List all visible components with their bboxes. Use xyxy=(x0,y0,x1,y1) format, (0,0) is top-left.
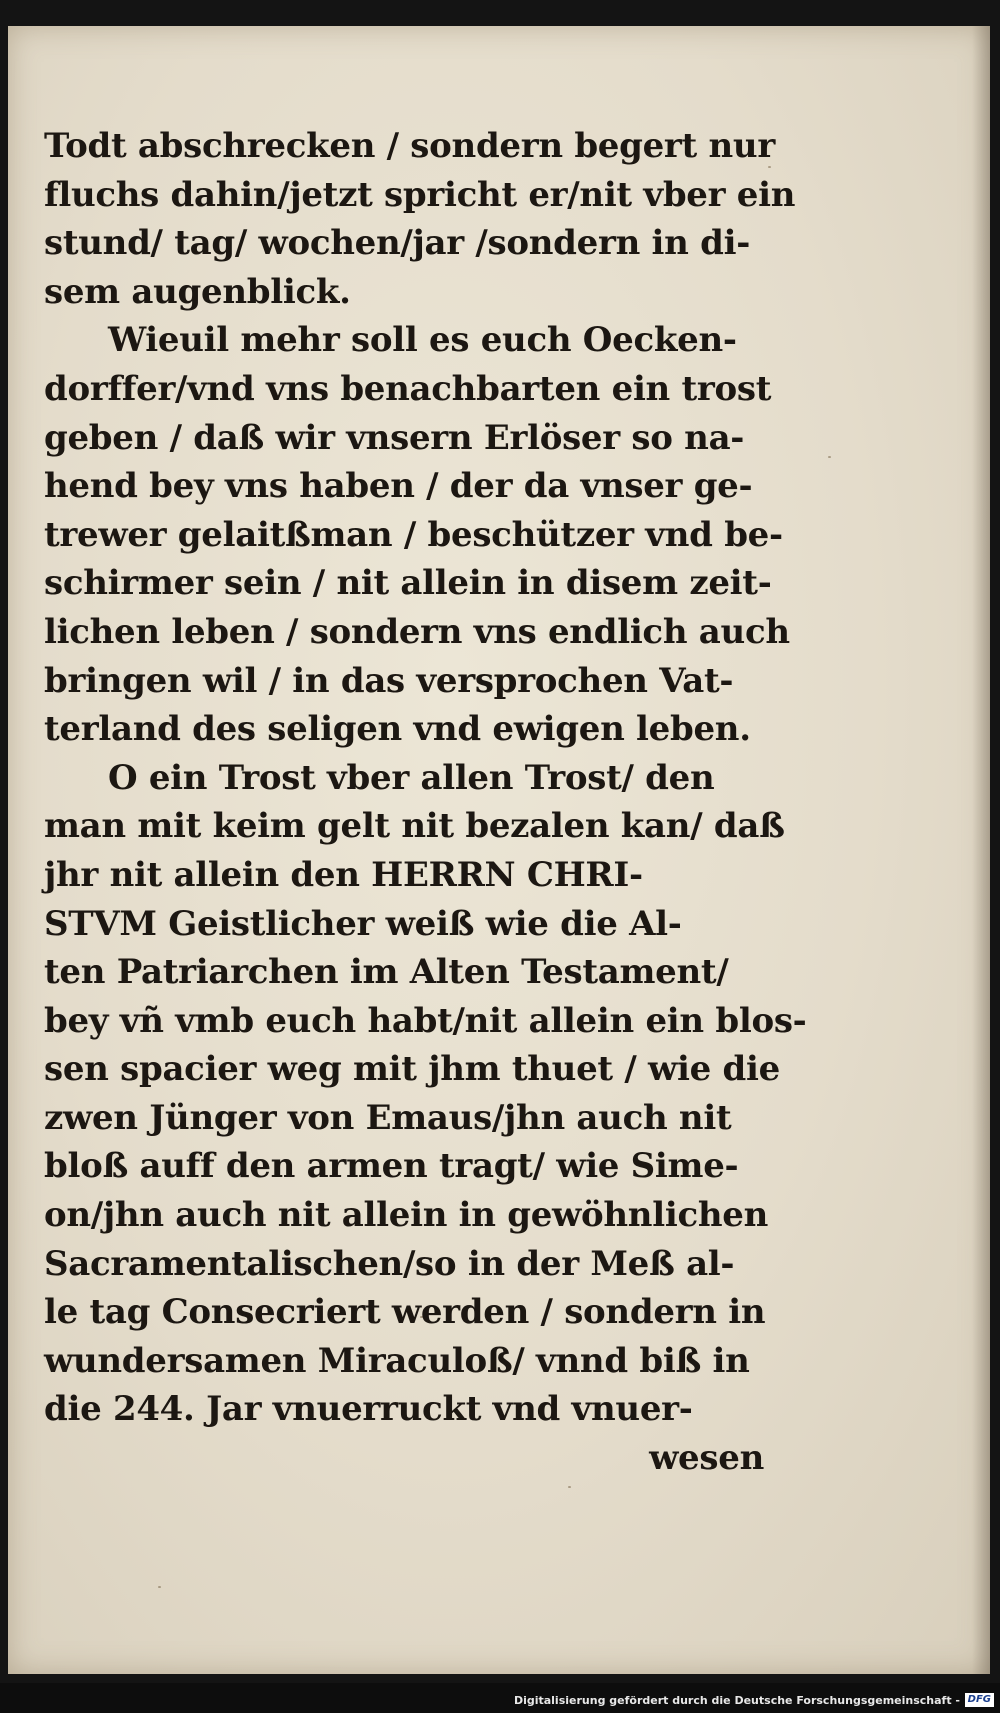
text-line: Wieuil mehr soll es euch Oecken- xyxy=(108,320,737,361)
funding-credit: Digitalisierung gefördert durch die Deutsche Forschungsgemeinschaft - xyxy=(513,1694,960,1707)
text-line: die 244. Jar vnuerruckt vnd vnuer- xyxy=(44,1389,693,1430)
dfg-logo: DFG xyxy=(965,1693,994,1707)
text-line: sem augenblick. xyxy=(44,271,351,312)
digitization-footer xyxy=(0,1683,1000,1713)
book-page xyxy=(8,26,990,1674)
text-line: O ein Trost vber allen Trost/ den xyxy=(108,757,715,798)
text-line: wundersamen Miraculoß/ vnnd biß in xyxy=(44,1340,750,1381)
text-line: sen spacier weg mit jhm thuet / wie die xyxy=(44,1049,780,1090)
text-line: zwen Jünger von Emaus/jhn auch nit xyxy=(44,1097,732,1138)
text-line: STVM Geistlicher weiß wie die Al- xyxy=(44,903,682,944)
catchword: wesen xyxy=(649,1438,764,1479)
text-line: fluchs dahin/jetzt spricht er/nit vber ein xyxy=(44,174,796,215)
text-line: dorffer/vnd vns benachbarten ein trost xyxy=(44,368,772,409)
text-line: geben / daß wir vnsern Erlöser so na- xyxy=(44,417,745,458)
text-line: jhr nit allein den HERRN CHRI- xyxy=(44,854,643,895)
text-line: bloß auff den armen tragt/ wie Sime- xyxy=(44,1146,739,1187)
text-line: stund/ tag/ wochen/jar /sondern in di- xyxy=(44,223,751,264)
text-line: man mit keim gelt nit bezalen kan/ daß xyxy=(44,806,785,847)
text-line: Todt abschrecken / sondern begert nur xyxy=(44,126,775,166)
text-line: bringen wil / in das versprochen Vat- xyxy=(44,660,734,701)
text-line: terland des seligen vnd ewigen leben. xyxy=(44,709,751,750)
page-edge-shadow xyxy=(972,26,990,1674)
printed-text-block xyxy=(44,122,807,1483)
text-line: le tag Consecriert werden / sondern in xyxy=(44,1292,766,1333)
text-line: hend bey vns haben / der da vnser ge- xyxy=(44,466,753,507)
text-line: bey vñ vmb euch habt/nit allein ein blos- xyxy=(44,1000,807,1041)
text-line: trewer gelaitßman / beschützer vnd be- xyxy=(44,514,783,555)
text-line: lichen leben / sondern vns endlich auch xyxy=(44,611,790,652)
paper-speck xyxy=(828,456,831,458)
paper-speck xyxy=(768,166,771,168)
text-line: ten Patriarchen im Alten Testament/ xyxy=(44,952,729,993)
paper-speck xyxy=(568,1486,571,1488)
text-line: Sacramentalischen/so in der Meß al- xyxy=(44,1243,735,1284)
paper-speck xyxy=(158,1586,161,1588)
text-line: schirmer sein / nit allein in disem zeit- xyxy=(44,563,772,604)
text-line: on/jhn auch nit allein in gewöhnlichen xyxy=(44,1195,769,1236)
